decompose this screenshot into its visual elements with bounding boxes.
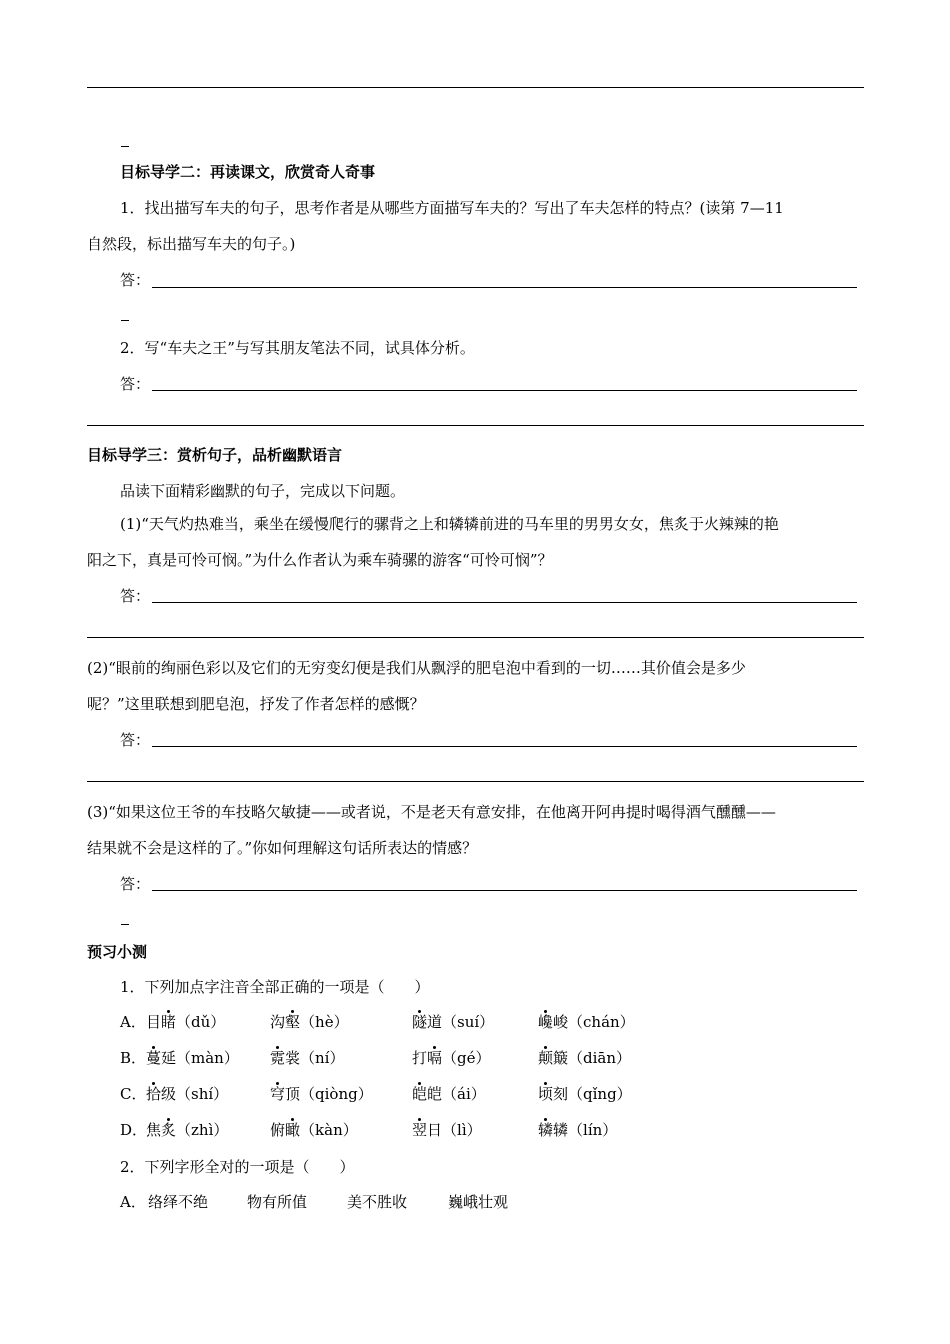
option-item-text: （dǔ） <box>176 1013 226 1031</box>
quiz-q1-option-item <box>146 1120 228 1140</box>
goal2-q1-line1: 1．找出描写车夫的句子，思考作者是从哪些方面描写车夫的？写出了车夫怎样的特点？(读第 7—11 <box>120 199 784 217</box>
option-item-text: 目 <box>146 1013 162 1031</box>
quiz-q1-option-item <box>270 1012 349 1032</box>
goal3-s1-answer-line[interactable] <box>152 602 857 603</box>
goal2-title: 目标导学二：再读课文，欣赏奇人奇事 <box>120 163 376 181</box>
quiz-q1-option-label[interactable]: A． <box>120 1013 146 1031</box>
option-item-text: （kàn） <box>300 1121 358 1139</box>
dotted-character: 皑 <box>412 1085 428 1103</box>
option-item-text: 峻（chán） <box>553 1013 635 1031</box>
goal2-q1-answer-line[interactable] <box>152 287 857 288</box>
leftover-dash <box>121 146 129 147</box>
quiz-q1-option-item <box>538 1120 617 1140</box>
option-item-text: 延（màn） <box>161 1049 239 1067</box>
option-item-text: 道（suí） <box>427 1013 495 1031</box>
quiz-q1-option-label[interactable]: B． <box>120 1049 147 1067</box>
option-item-text: （zhì） <box>176 1121 229 1139</box>
quiz-q1-option-item <box>538 1084 632 1104</box>
dotted-character: 隧 <box>412 1013 428 1031</box>
quiz-q1-option-item <box>412 1012 494 1032</box>
goal3-s2-line2: 呢？”这里联想到肥皂泡，抒发了作者怎样的感慨？ <box>87 695 425 713</box>
option-item-text: 俯 <box>270 1121 286 1139</box>
quiz-q2: 2．下列字形全对的一项是（ ） <box>120 1158 355 1176</box>
option-item-text: 裳（ní） <box>285 1049 345 1067</box>
goal3-s3-line2: 结果就不会是这样的了。”你如何理解这句话所表达的情感？ <box>87 839 478 857</box>
option-item-text: 打 <box>412 1049 428 1067</box>
quiz-q1-option-item <box>270 1048 344 1068</box>
goal3-title: 目标导学三：赏析句子，品析幽默语言 <box>87 446 343 464</box>
option-item-text: 刻（qǐng） <box>553 1085 632 1103</box>
dotted-character: 睹 <box>161 1013 177 1031</box>
quiz-q1-option-item <box>538 1048 631 1068</box>
goal3-s3-answer-label: 答： <box>120 875 151 893</box>
goal3-s1-answer-label: 答： <box>120 587 151 605</box>
goal3-s2-answer-line-2[interactable] <box>87 781 864 782</box>
goal2-q1-answer-label: 答： <box>120 271 151 289</box>
dotted-character: 壑 <box>285 1013 301 1031</box>
option-item-text: 沟 <box>270 1013 286 1031</box>
option-item-text: 顶（qiòng） <box>285 1085 373 1103</box>
quiz-title: 预习小测 <box>87 943 148 961</box>
dotted-character: 瞰 <box>285 1121 301 1139</box>
quiz-q1-option-item <box>412 1084 486 1104</box>
quiz-q2-option-word: 络绎不绝 <box>148 1193 209 1211</box>
quiz-q2-option-word: 物有所值 <box>247 1193 308 1211</box>
goal2-q2-answer-line-2[interactable] <box>87 425 864 426</box>
goal3-s3-answer-line[interactable] <box>152 890 857 891</box>
quiz-q1-option-item <box>412 1048 491 1068</box>
dotted-character: 顷 <box>538 1085 554 1103</box>
goal3-s2-answer-line[interactable] <box>152 746 857 747</box>
header-rule <box>87 87 864 88</box>
dotted-character: 翌 <box>412 1121 428 1139</box>
quiz-q1-option-item <box>146 1048 239 1068</box>
goal3-s1-line1: (1)“天气灼热难当，乘坐在缓慢爬行的骡背之上和辚辚前进的马车里的男男女女，焦炙于火辣辣的艳 <box>120 515 779 533</box>
quiz-q1: 1．下列加点字注音全部正确的一项是（ ） <box>120 978 430 996</box>
quiz-q1-option-label[interactable]: D． <box>120 1121 148 1139</box>
leftover-dash <box>121 320 129 321</box>
dotted-character: 嗝 <box>427 1049 443 1067</box>
option-item-text: 焦 <box>146 1121 162 1139</box>
goal3-s3-line1: (3)“如果这位王爷的车技略欠敏捷——或者说，不是老天有意安排，在他离开阿冉提时喝得酒气醺醺—— <box>87 803 776 821</box>
quiz-q1-option-item <box>270 1084 373 1104</box>
goal2-q2: 2．写“车夫之王”与写其朋友笔法不同，试具体分析。 <box>120 339 475 357</box>
quiz-q1-option-item <box>412 1120 482 1140</box>
dotted-character: 颠 <box>538 1049 554 1067</box>
option-item-text: 簸（diān） <box>553 1049 632 1067</box>
goal2-q2-answer-line[interactable] <box>152 390 857 391</box>
quiz-q1-option-item <box>146 1084 228 1104</box>
option-item-text: 皑（ái） <box>427 1085 486 1103</box>
quiz-q1-option-item <box>270 1120 358 1140</box>
dotted-character: 辚 <box>538 1121 554 1139</box>
goal3-s1-line2: 阳之下，真是可怜可悯。”为什么作者认为乘车骑骡的游客“可怜可悯”？ <box>87 551 553 569</box>
option-item-text: （hè） <box>300 1013 349 1031</box>
quiz-q2-option-label[interactable]: A． <box>120 1193 146 1211</box>
quiz-q1-option-item <box>146 1012 225 1032</box>
goal2-q2-answer-label: 答： <box>120 375 151 393</box>
leftover-dash <box>121 924 129 925</box>
goal2-q1-line2: 自然段，标出描写车夫的句子。) <box>87 235 296 253</box>
dotted-character: 霓 <box>270 1049 286 1067</box>
goal3-s1-answer-line-2[interactable] <box>87 637 864 638</box>
quiz-q2-option-word: 美不胜收 <box>347 1193 408 1211</box>
goal3-intro: 品读下面精彩幽默的句子，完成以下问题。 <box>120 482 406 500</box>
quiz-q1-option-label[interactable]: C． <box>120 1085 147 1103</box>
goal3-s2-answer-label: 答： <box>120 731 151 749</box>
dotted-character: 蔓 <box>146 1049 162 1067</box>
option-item-text: 辚（lín） <box>553 1121 618 1139</box>
quiz-q1-option-item <box>538 1012 635 1032</box>
option-item-text: （gé） <box>442 1049 491 1067</box>
quiz-q2-option-word: 巍峨壮观 <box>448 1193 509 1211</box>
option-item-text: 级（shí） <box>161 1085 229 1103</box>
dotted-character: 穹 <box>270 1085 286 1103</box>
option-item-text: 日（lì） <box>427 1121 482 1139</box>
goal3-s2-line1: (2)“眼前的绚丽色彩以及它们的无穷变幻便是我们从飘浮的肥皂泡中看到的一切……其价值会是多少 <box>87 659 746 677</box>
dotted-character: 巉 <box>538 1013 554 1031</box>
dotted-character: 炙 <box>161 1121 177 1139</box>
dotted-character: 拾 <box>146 1085 162 1103</box>
